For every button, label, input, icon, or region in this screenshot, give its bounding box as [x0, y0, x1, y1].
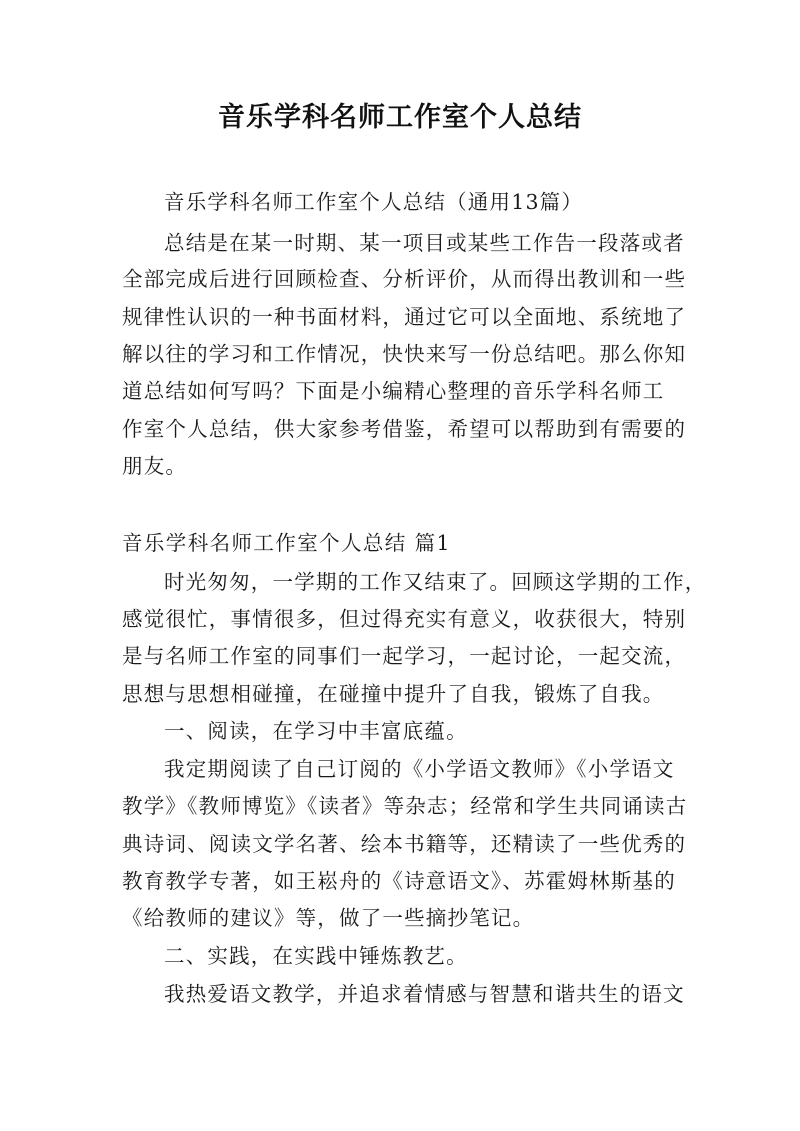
section-heading-2: 二、实践，在实践中锤炼教艺。: [164, 944, 468, 968]
intro-line: 道总结如何写吗？下面是小编精心整理的音乐学科名师工: [122, 379, 665, 403]
paragraph-line: 是与名师工作室的同事们一起学习，一起讨论，一起交流，: [122, 644, 687, 668]
paragraph-line: 我热爱语文教学，并追求着情感与智慧和谐共生的语文: [164, 982, 685, 1006]
paragraph-line: 感觉很忙，事情很多，但过得充实有意义，收获很大，特别: [122, 607, 687, 631]
paragraph-line: 教育教学专著，如王崧舟的《诗意语文》、苏霍姆林斯基的: [122, 869, 676, 893]
intro-line: 规律性认识的一种书面材料，通过它可以全面地、系统地了: [122, 305, 687, 329]
article-heading: 音乐学科名师工作室个人总结 篇1: [122, 531, 451, 555]
paragraph-line: 《给教师的建议》等，做了一些摘抄笔记。: [122, 906, 535, 930]
document-title: 音乐学科名师工作室个人总结: [218, 102, 582, 133]
section-heading-1: 一、阅读，在学习中丰富底蕴。: [164, 719, 468, 743]
intro-line: 全部完成后进行回顾检查、分析评价，从而得出教训和一些: [122, 267, 687, 291]
intro-line: 总结是在某一时期、某一项目或某些工作告一段落或者: [164, 231, 685, 255]
intro-subtitle: 音乐学科名师工作室个人总结（通用13篇）: [164, 190, 584, 214]
paragraph-line: 我定期阅读了自己订阅的《小学语文教师》《小学语文: [164, 757, 675, 781]
intro-line: 解以往的学习和工作情况，快快来写一份总结吧。那么你知: [122, 342, 687, 366]
paragraph-line: 教学》《教师博览》《读者》等杂志；经常和学生共同诵读古: [122, 794, 688, 818]
paragraph-line: 典诗词、阅读文学名著、绘本书籍等，还精读了一些优秀的: [122, 832, 687, 856]
paragraph-line: 思想与思想相碰撞，在碰撞中提升了自我，锻炼了自我。: [122, 682, 665, 706]
intro-line: 朋友。: [122, 454, 188, 478]
intro-line: 作室个人总结，供大家参考借鉴，希望可以帮助到有需要的: [122, 417, 687, 441]
paragraph-line: 时光匆匆，一学期的工作又结束了。回顾这学期的工作，: [164, 570, 707, 594]
